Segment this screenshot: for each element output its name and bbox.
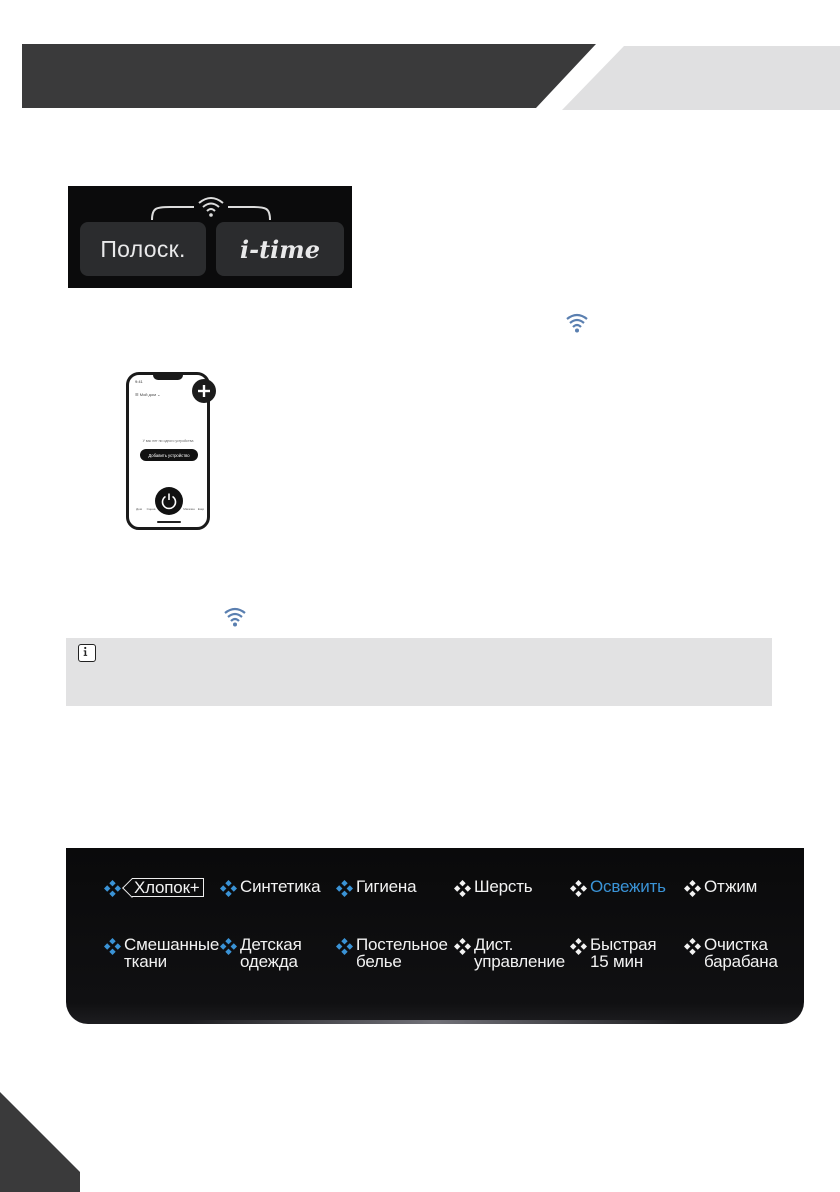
program-label: Хлопок+ — [132, 878, 204, 897]
add-device-button[interactable] — [140, 449, 198, 461]
program-label: Быстрая 15 мин — [590, 935, 657, 971]
program-button-synthetics[interactable] — [220, 878, 320, 897]
info-note-box — [66, 638, 772, 706]
phone-tab-bar — [133, 507, 203, 517]
program-diamond-icon — [104, 938, 121, 955]
program-diamond-icon — [220, 938, 237, 955]
panel-edge-glow — [186, 1020, 684, 1024]
program-diamond-icon — [104, 880, 121, 897]
program-label: Синтетика — [240, 877, 321, 896]
phone-tab-shop[interactable]: Магазин — [183, 507, 195, 511]
section-header-bar — [22, 44, 596, 108]
program-button-refresh[interactable] — [570, 878, 666, 897]
itime-button[interactable] — [216, 222, 344, 276]
page-corner-tab — [0, 1092, 80, 1192]
rinse-button[interactable] — [80, 222, 206, 276]
rinse-button-label: Полоск. — [100, 235, 186, 262]
phone-tab-scene[interactable]: Сцена — [146, 507, 156, 511]
wifi-icon — [224, 606, 246, 628]
itime-button-label: i-time — [240, 234, 320, 264]
program-label: Гигиена — [356, 877, 417, 896]
program-diamond-icon — [336, 938, 353, 955]
program-label: Постельное белье — [356, 935, 448, 971]
program-button-baby-care[interactable] — [220, 936, 302, 970]
phone-home-title: ☰ Мой дом ⌄ — [135, 392, 161, 397]
phone-tab-home[interactable]: Дом — [136, 507, 142, 511]
program-label: Очистка барабана — [704, 935, 778, 971]
phone-notch — [153, 375, 183, 380]
program-label: Смешанные ткани — [124, 935, 220, 971]
program-diamond-icon — [454, 880, 471, 897]
program-button-spin[interactable] — [684, 878, 757, 897]
program-button-wool[interactable] — [454, 878, 532, 897]
phone-home-indicator — [157, 521, 181, 523]
program-button-remote-control[interactable] — [454, 936, 565, 970]
program-diamond-icon — [684, 880, 701, 897]
program-label: Дист. управление — [474, 935, 565, 971]
wifi-icon — [566, 312, 588, 334]
add-device-label: Добавить устройство — [148, 452, 190, 458]
section-header-tab — [562, 46, 840, 110]
phone-status-time: 9:41 — [135, 379, 143, 384]
plus-icon — [192, 379, 216, 403]
program-button-mixed[interactable] — [104, 936, 219, 970]
program-button-cotton-plus[interactable] — [104, 878, 204, 897]
program-diamond-icon — [336, 880, 353, 897]
plus-button[interactable] — [192, 379, 216, 403]
program-button-hygiene[interactable] — [336, 878, 416, 897]
program-diamond-icon — [570, 938, 587, 955]
program-label: Детская одежда — [240, 935, 302, 971]
phone-empty-text: У вас нет ни одного устройства — [142, 439, 194, 443]
program-label: Шерсть — [474, 877, 533, 896]
program-button-quick-15[interactable] — [570, 936, 656, 970]
info-icon — [78, 644, 96, 662]
program-diamond-icon — [220, 880, 237, 897]
program-diamond-icon — [570, 880, 587, 897]
control-panel-photo — [68, 186, 352, 288]
phone-tab-more[interactable]: Ещё — [197, 507, 205, 511]
program-diamond-icon — [684, 938, 701, 955]
program-button-drum-clean[interactable] — [684, 936, 778, 970]
program-label: Освежить — [590, 877, 666, 896]
program-diamond-icon — [454, 938, 471, 955]
program-button-bedding[interactable] — [336, 936, 448, 970]
wifi-icon — [150, 194, 272, 222]
program-label: Отжим — [704, 877, 758, 896]
